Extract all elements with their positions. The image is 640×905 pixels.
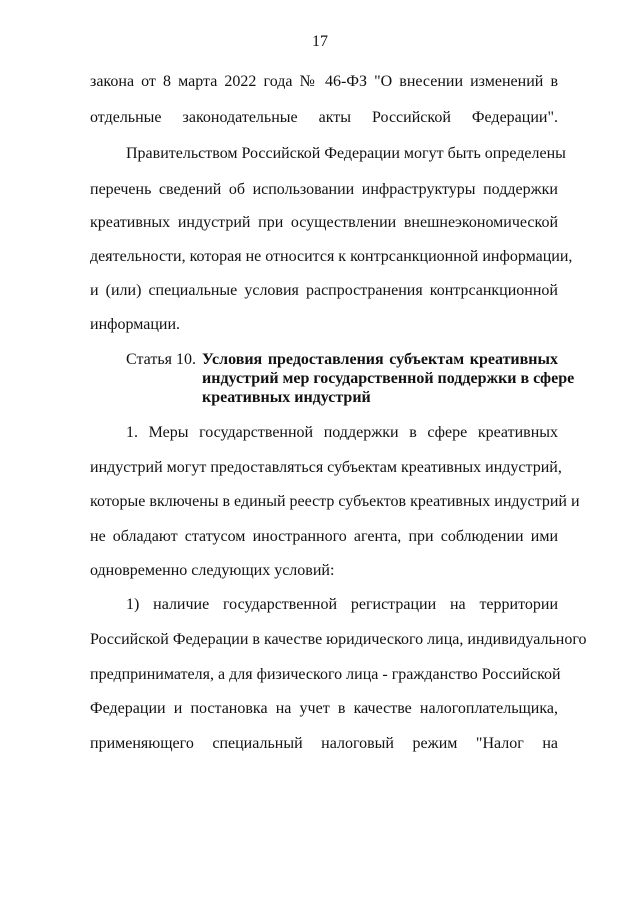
paragraph-1-line: перечень сведений об использовании инфраструктуры поддержки — [90, 181, 558, 198]
paragraph-3-line: предпринимателя, а для физического лица - гражданство Российской — [90, 666, 561, 683]
paragraph-2-line: одновременно следующих условий: — [90, 562, 335, 579]
article-title — [202, 350, 575, 407]
paragraph-3-line: Федерации и постановка на учет в качестве налогоплательщика, — [90, 700, 558, 717]
paragraph-2-line: которые включены в единый реестр субъектов креативных индустрий и — [90, 493, 580, 510]
paragraph-3-line: Российской Федерации в качестве юридического лица, индивидуального — [90, 631, 587, 648]
paragraph-2-line: 1. Меры государственной поддержки в сфере креативных — [126, 424, 558, 441]
paragraph-1-line: закона от 8 марта 2022 года № 46-ФЗ "О внесении изменений в — [90, 73, 558, 90]
paragraph-2-line: не обладают статусом иностранного агента, при соблюдении ими — [90, 528, 558, 545]
article-label: Статья 10. — [126, 351, 196, 368]
article-title-line: индустрий мер государственной поддержки в сфере — [202, 370, 575, 387]
paragraph-1-line: деятельности, которая не относится к контрсанкционной информации, — [90, 248, 573, 265]
paragraph-1-line: Правительством Российской Федерации могут быть определены — [126, 145, 566, 162]
article-title-line: креативных индустрий — [202, 389, 371, 406]
paragraph-3-line: применяющего специальный налоговый режим "Налог на — [90, 735, 558, 752]
paragraph-3-line: 1) наличие государственной регистрации на территории — [126, 596, 558, 613]
paragraph-2-line: индустрий могут предоставляться субъектам креативных индустрий, — [90, 459, 562, 476]
paragraph-1-line: информации. — [90, 316, 181, 333]
page-number: 17 — [312, 33, 328, 50]
article-title-line: Условия предоставления субъектам креативных — [202, 351, 558, 368]
paragraph-1-line: и (или) специальные условия распространения контрсанкционной — [90, 282, 558, 299]
paragraph-1-line: креативных индустрий при осуществлении внешнеэкономической — [90, 214, 558, 231]
paragraph-1-line: отдельные законодательные акты Российской Федерации". — [90, 109, 558, 126]
